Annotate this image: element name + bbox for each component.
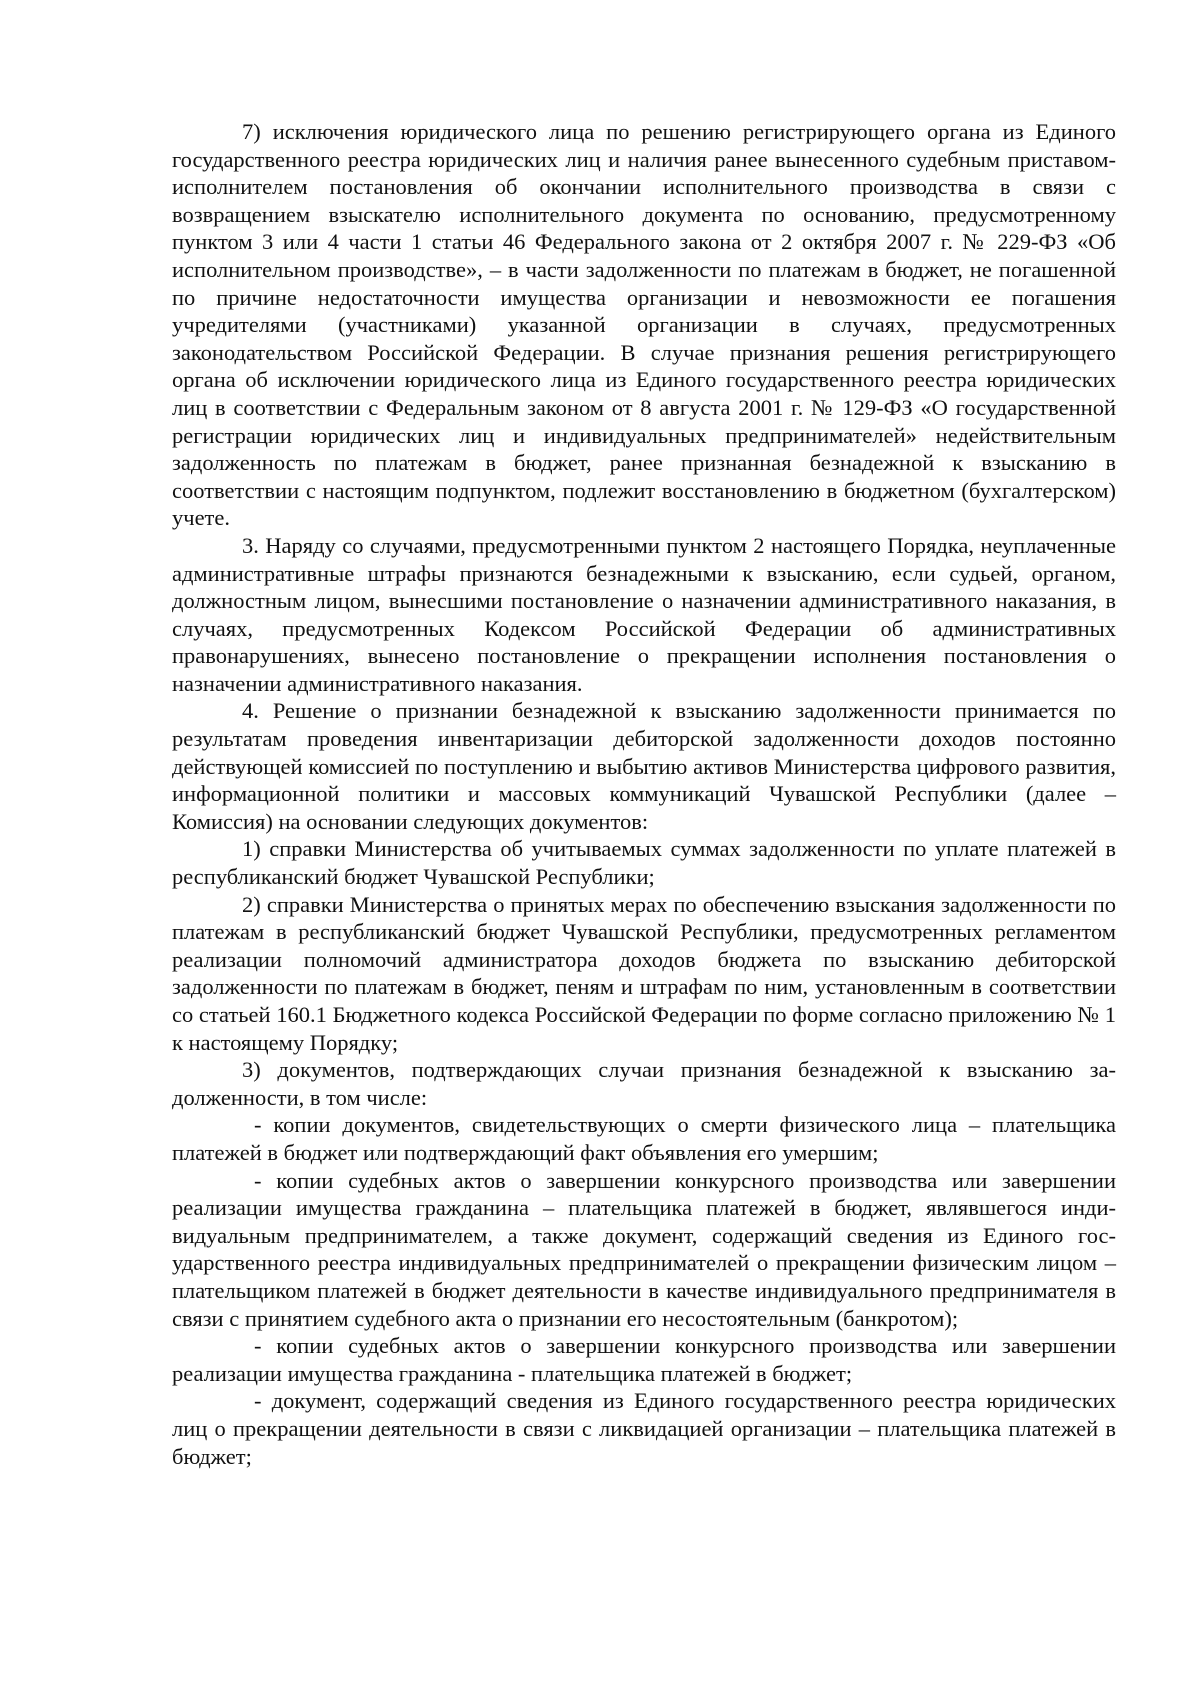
paragraph-point-4: 4. Решение о признании безнадежной к взысканию задолженности принимается по результатам проведения инвентаризации дебиторской задолженности доходов постоянно действующей комиссией по поступлению и выбытию активов Министерства цифрового развития, информационной политики и массовых коммуникаций Чувашской Республики (далее – Комиссия) на основании следующих документов:	[172, 698, 1116, 834]
document-body	[172, 118, 1116, 1470]
paragraph-point-3: 3. Наряду со случаями, предусмотренными пунктом 2 настоящего Порядка, неуплаченные административные штрафы признаются безнадежными к взысканию, если судьей, органом, должностным лицом, вынесшими постановление о назначении административного наказания, в случаях, предусмотренных Кодексом Российской Федерации об административных правонарушениях, вынесено постановление о прекращении исполнения постановления о назначении административного наказания.	[172, 532, 1116, 696]
list-item-bankruptcy-entrepreneur: - копии судебных актов о завершении конкурсного производства или завершении реализации имущества гражданина – плательщика платежей в бюджет, являвшегося индивидуальным предпринимателем, а также документ, содержащий сведения из Единого государственного реестра индивидуальных предпринимателей о прекращении физическим лицом – плательщиком платежей в бюджет деятельности в качестве индивидуального предпринимателя в связи с принятием судебного акта о признании его несостоятельным (банкротом);	[172, 1167, 1116, 1331]
paragraph-sub-2: 2) справки Министерства о принятых мерах по обеспечению взыскания задолженности по платежам в республиканский бюджет Чувашской Республики, предусмотренных регламентом реализации полномочий администратора доходов бюджета по взысканию дебиторской задолженности по платежам в бюджет, пеням и штрафам по ним, установленным в соответствии со статьей 160.1 Бюджетного кодекса Российской Федерации по форме согласно приложению № 1 к настоящему Порядку;	[172, 891, 1116, 1055]
paragraph-sub-1: 1) справки Министерства об учитываемых суммах задолженности по уплате платежей в республиканский бюджет Чувашской Республики;	[172, 836, 1116, 890]
paragraph-item-7: 7) исключения юридического лица по решению регистрирующего органа из Единого государственного реестра юридических лиц и наличия ранее вынесенного судебным приставом-исполнителем постановления об окончании исполнительного производства в связи с возвращением взыскателю исполнительного документа по основанию, предусмотренному пунктом 3 или 4 части 1 статьи 46 Федерального закона от 2 октября 2007 г. № 229-ФЗ «Об исполнительном производстве», – в части задолженности по платежам в бюджет, не погашенной по причине недостаточности имущества организации и невозможности ее погашения учредителями (участниками) указанной организации в случаях, предусмотренных законодательством Российской Федерации. В случае признания решения регистрирующего органа об исключении юридического лица из Единого государственного реестра юридических лиц в соответствии с Федеральным законом от 8 августа 2001 г. № 129-ФЗ «О государственной регистрации юридических лиц и индивидуальных предпринимателей» недействительным задолженность по платежам в бюджет, ранее признанная безнадежной к взысканию в соответствии с настоящим подпунктом, подлежит восстановлению в бюджетном (бухгалтерском) учете.	[172, 119, 1116, 531]
list-item-liquidation-record: - документ, содержащий сведения из Единого государственного реестра юридических лиц о прекращении деятельности в связи с ликвидацией организации – плательщика платежей в бюджет;	[172, 1388, 1116, 1469]
list-item-bankruptcy-citizen: - копии судебных актов о завершении конкурсного производства или завершении реализации имущества гражданина - плательщика платежей в бюджет;	[172, 1333, 1116, 1386]
list-item-death-docs: - копии документов, свидетельствующих о смерти физического лица – плательщика платежей в бюджет или подтверждающий факт объявления его умершим;	[172, 1112, 1116, 1165]
paragraph-sub-3: 3) документов, подтверждающих случаи признания безнадежной к взысканию задолженности, в том числе:	[172, 1057, 1116, 1110]
